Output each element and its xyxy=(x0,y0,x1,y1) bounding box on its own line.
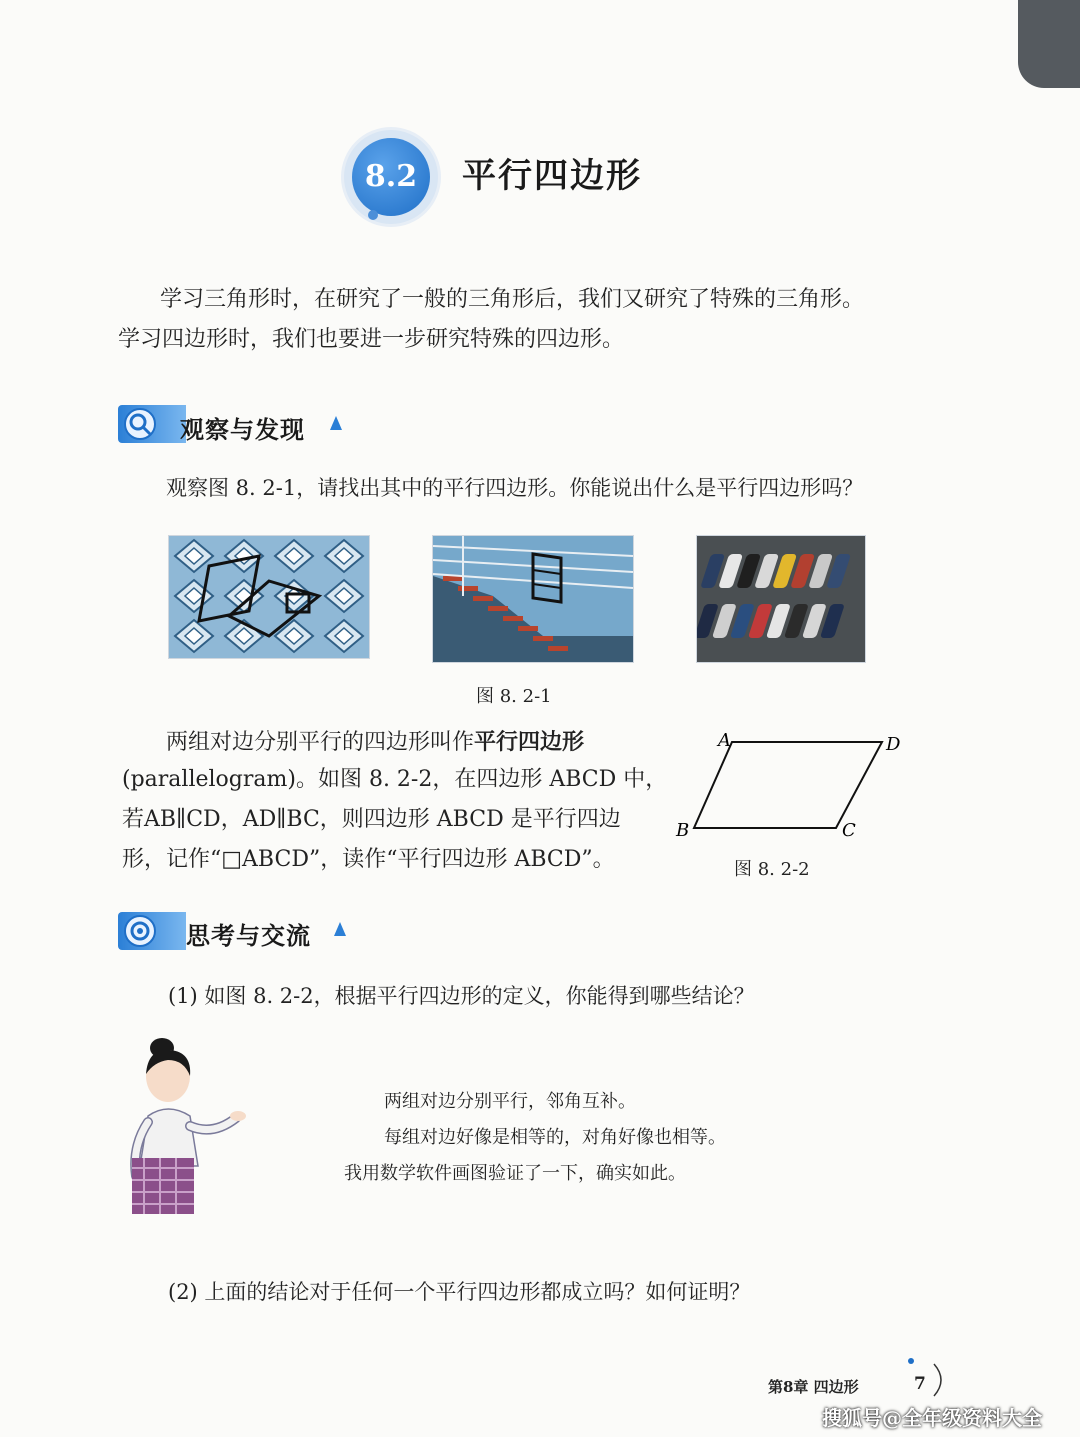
definition-line-2: (parallelogram)。如图 8. 2-2，在四边形 ABCD 中， xyxy=(122,767,668,792)
watermark: 搜狐号@全年级资料大全 xyxy=(822,1406,1042,1430)
section-number-badge xyxy=(344,130,438,224)
intro-line-2: 学习四边形时，我们也要进一步研究特殊的四边形。 xyxy=(118,327,625,352)
definition-line-1-text: 两组对边分别平行的四边形叫作 xyxy=(166,730,475,755)
student-girl-illustration xyxy=(118,1036,248,1216)
corner-tab xyxy=(1018,0,1080,88)
footer-chapter: 第8章 四边形 xyxy=(768,1378,859,1396)
vertex-c: C xyxy=(842,820,856,841)
think-question-1: (1) 如图 8. 2-2，根据平行四边形的定义，你能得到哪些结论？ xyxy=(168,984,755,1008)
observe-text: 观察图 8. 2-1，请找出其中的平行四边形。你能说出什么是平行四边形吗？ xyxy=(166,476,864,500)
figure-8-2-1-caption: 图 8. 2-1 xyxy=(476,686,552,707)
photo-parking-lot xyxy=(696,535,866,663)
vertex-a: A xyxy=(718,730,731,751)
intro-line-1: 学习三角形时，在研究了一般的三角形后，我们又研究了特殊的三角形。 xyxy=(160,287,865,312)
section-number: 8.2 xyxy=(352,138,430,216)
definition-line-3: 若AB∥CD，AD∥BC，则四边形 ABCD 是平行四边 xyxy=(122,807,621,832)
observe-triangle-icon xyxy=(330,416,342,430)
photo-tile-pattern xyxy=(168,535,370,659)
bubble-line-2: 每组对边好像是相等的，对角好像也相等。 xyxy=(384,1127,726,1148)
thought-icon xyxy=(124,915,156,947)
figure-8-2-2-caption: 图 8. 2-2 xyxy=(734,859,810,880)
magnifier-icon xyxy=(124,408,156,440)
think-label: 思考与交流 xyxy=(186,921,311,950)
think-triangle-icon xyxy=(334,922,346,936)
definition-line-4: 形，记作“□ABCD”，读作“平行四边形 ABCD”。 xyxy=(122,847,615,872)
bubble-line-3: 我用数学软件画图验证了一下，确实如此。 xyxy=(344,1163,686,1184)
footer-arc xyxy=(930,1362,950,1398)
badge-dot xyxy=(368,210,378,220)
bubble-line-1: 两组对边分别平行，邻角互补。 xyxy=(384,1091,636,1112)
section-title: 平行四边形 xyxy=(462,156,642,196)
vertex-d: D xyxy=(886,734,901,755)
vertex-b: B xyxy=(676,820,690,841)
footer-page-number: 7 xyxy=(914,1374,926,1394)
footer-dot xyxy=(908,1358,914,1364)
think-header-bar xyxy=(118,912,186,950)
definition-line-1 xyxy=(166,722,584,763)
parallelogram-figure xyxy=(670,728,910,848)
photo-staircase xyxy=(432,535,634,663)
observe-header-bar xyxy=(118,405,186,443)
observe-label: 观察与发现 xyxy=(180,415,305,444)
think-question-2: (2) 上面的结论对于任何一个平行四边形都成立吗？如何证明？ xyxy=(168,1280,751,1304)
definition-term: 平行四边形 xyxy=(474,729,585,755)
